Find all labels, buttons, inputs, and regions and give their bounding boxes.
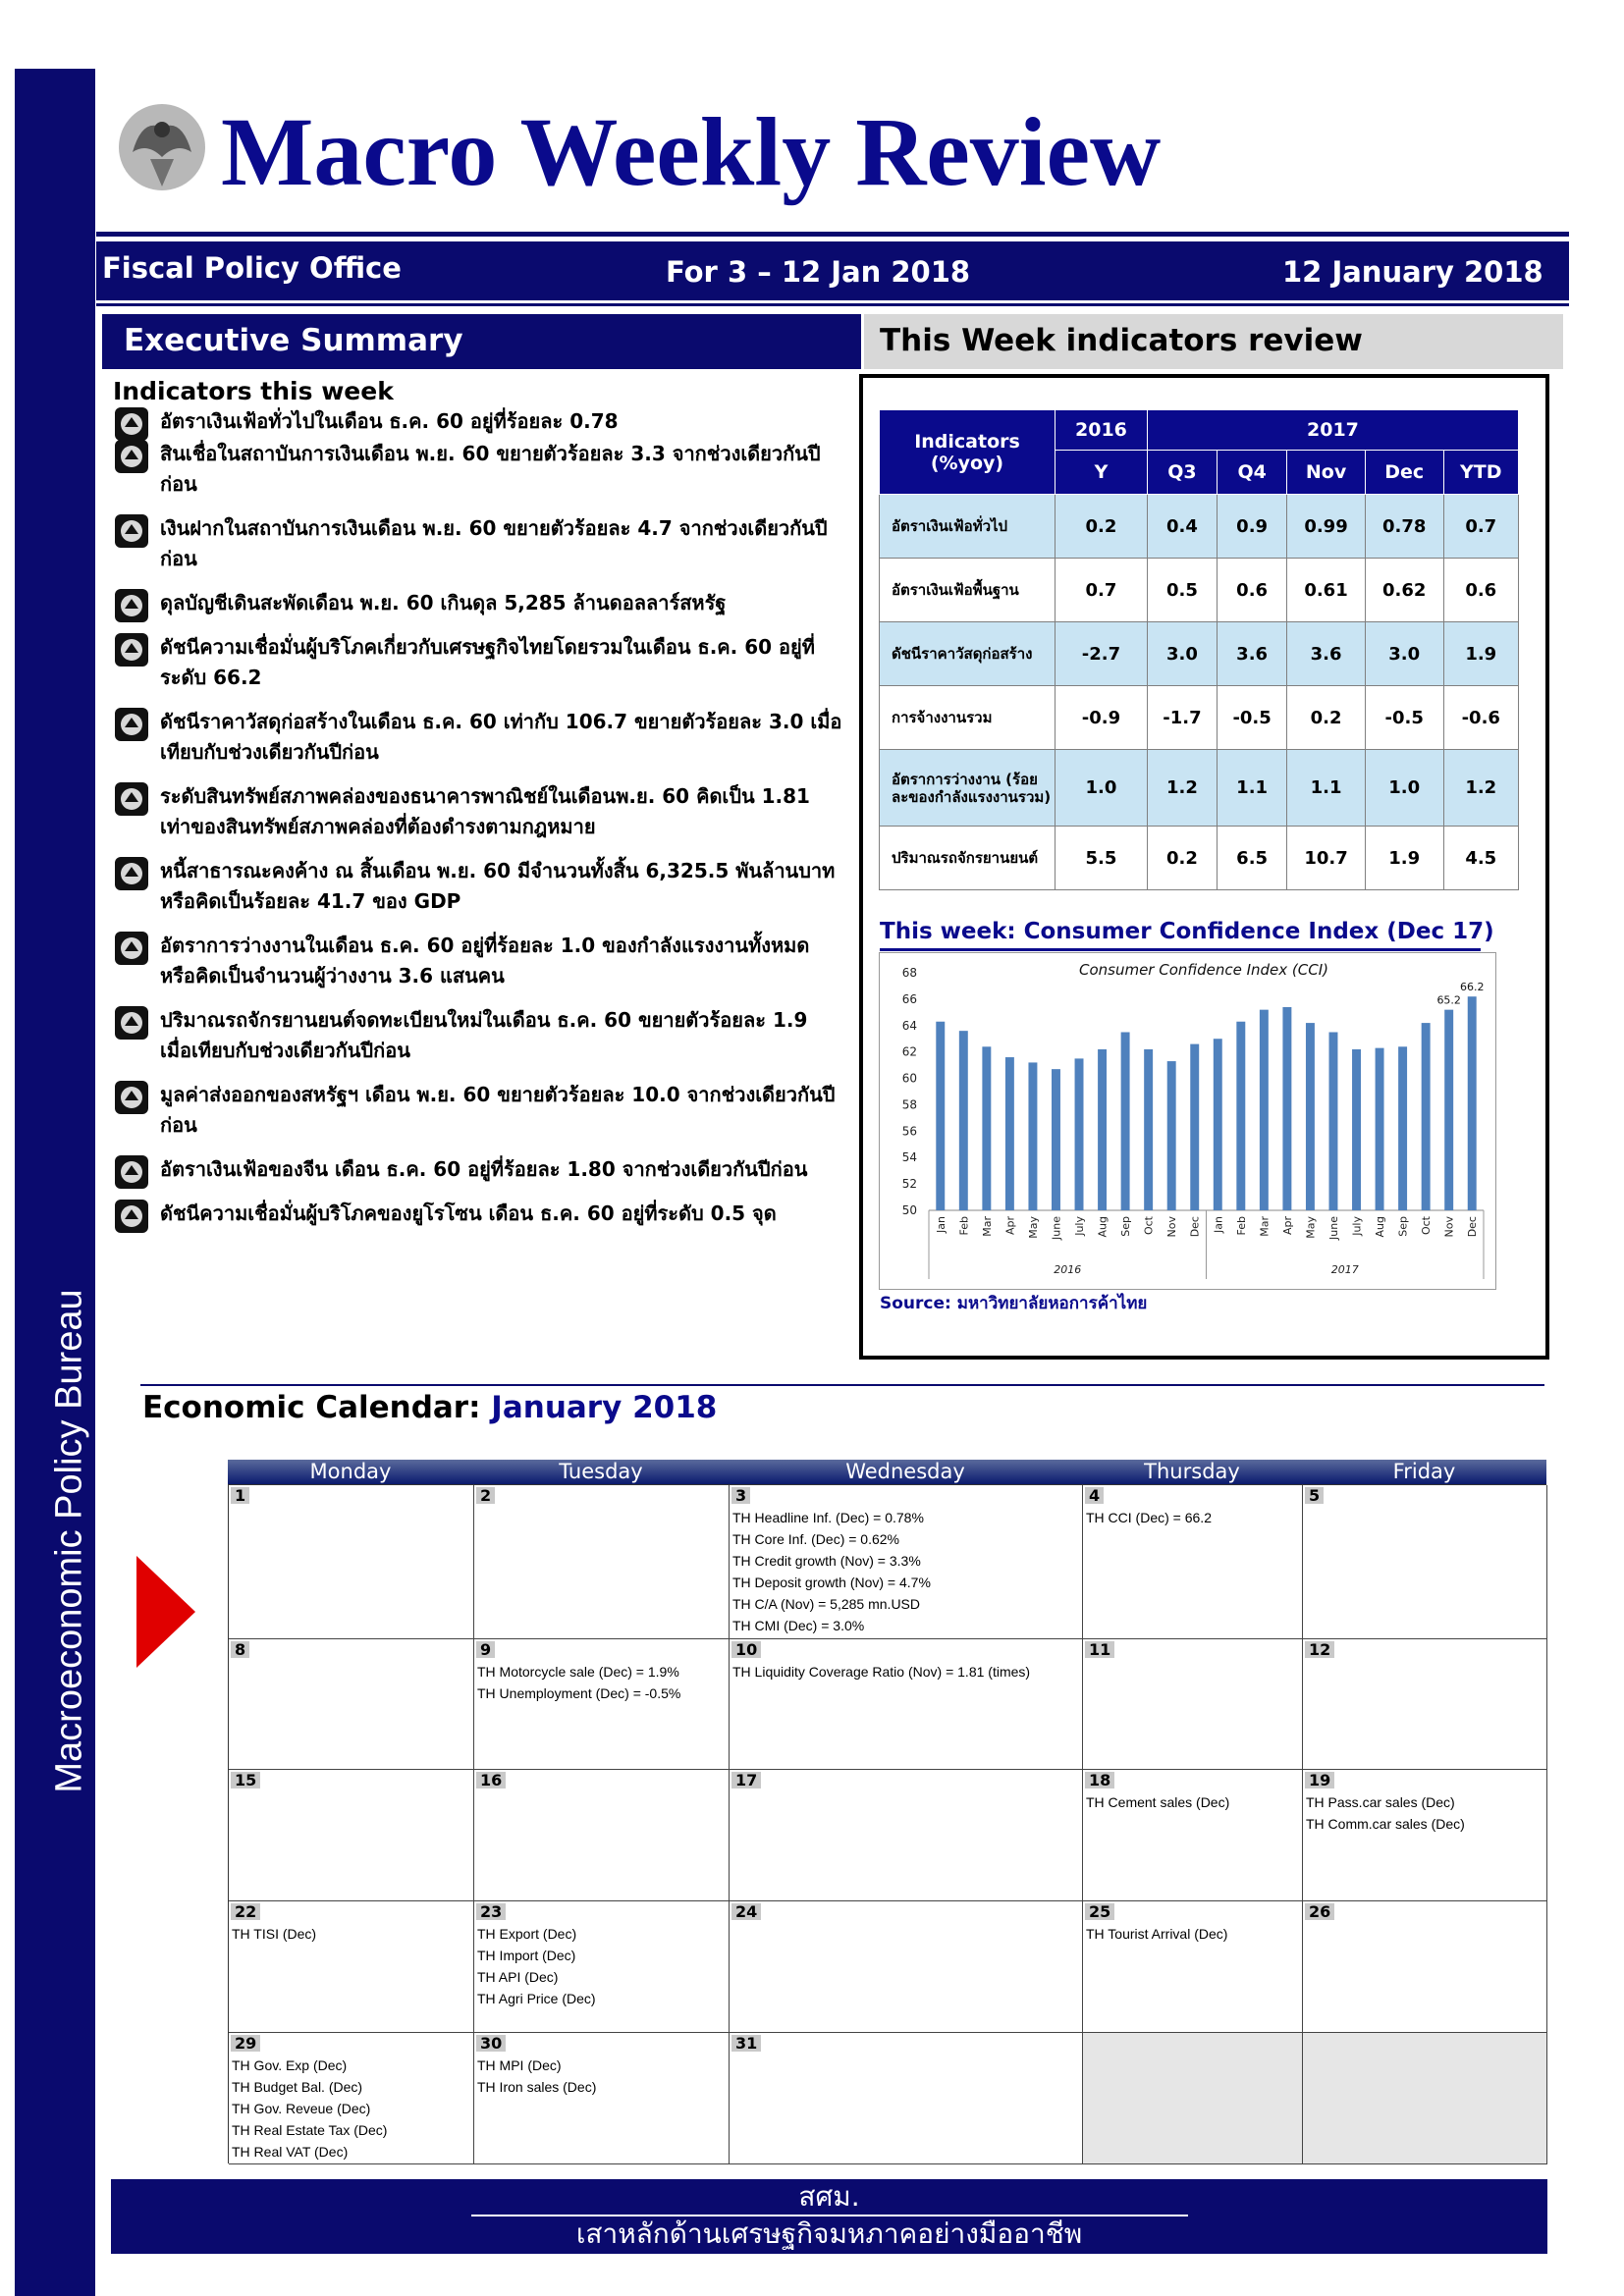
row-label: อัตราการว่างงาน (ร้อยละของกำลังแรงงานรวม) bbox=[880, 750, 1056, 827]
row-label: การจ้างงานรวม bbox=[880, 686, 1056, 750]
x-tick-label: Feb bbox=[957, 1216, 971, 1236]
cci-bar bbox=[1352, 1049, 1361, 1210]
table-cell: 0.7 bbox=[1056, 559, 1148, 622]
cci-bar bbox=[1190, 1044, 1199, 1210]
calendar-day-cell bbox=[1083, 2033, 1303, 2164]
row-label: ดัชนีราคาวัสดุก่อสร้าง bbox=[880, 622, 1056, 686]
calendar-day-cell bbox=[730, 2033, 1083, 2164]
event-list bbox=[1083, 1791, 1229, 1813]
table-cell: -0.9 bbox=[1056, 686, 1148, 750]
col-header: Dec bbox=[1365, 451, 1443, 495]
table-cell: -1.7 bbox=[1147, 686, 1217, 750]
y-tick-label: 68 bbox=[901, 966, 917, 980]
day-number: 19 bbox=[1305, 1772, 1334, 1789]
calendar-event: TH Agri Price (Dec) bbox=[477, 1991, 596, 2006]
office-name: Fiscal Policy Office bbox=[102, 251, 402, 285]
calendar-day-cell bbox=[1303, 1770, 1547, 1901]
indicator-item bbox=[113, 632, 844, 693]
indicator-text: ระดับสินทรัพย์สภาพคล่องของธนาคารพาณิชย์ในเดือนพ.ย. 60 คิดเป็น 1.81 เท่าของสินทรัพย์สภาพคล่องที่ต้องดำรงตามกฎหมาย bbox=[160, 784, 810, 838]
y-tick-label: 62 bbox=[901, 1044, 917, 1059]
day-number: 3 bbox=[731, 1487, 750, 1504]
up-arrow-bullet-icon bbox=[115, 708, 148, 741]
table-cell: 1.9 bbox=[1365, 827, 1443, 890]
x-tick-label: Nov bbox=[1165, 1216, 1179, 1238]
weekday-label: Monday bbox=[309, 1460, 392, 1483]
table-cell: 0.62 bbox=[1365, 559, 1443, 622]
page-title: Macro Weekly Review bbox=[221, 97, 1162, 206]
table-cell: 3.0 bbox=[1365, 622, 1443, 686]
calendar-day-cell bbox=[1083, 1485, 1303, 1639]
footer-line-1: สศม. bbox=[798, 2180, 860, 2213]
row-label: อัตราเงินเฟ้อพื้นฐาน bbox=[880, 559, 1056, 622]
calendar-event: TH MPI (Dec) bbox=[477, 2057, 562, 2073]
indicator-text: อัตราการว่างงานในเดือน ธ.ค. 60 อยู่ที่ร้อยละ 1.0 ของกำลังแรงงานทั้งหมด หรือคิดเป็นจำนวนผู้ว่างงาน 3.6 แสนคน bbox=[160, 934, 810, 988]
calendar-day-cell bbox=[474, 1770, 730, 1901]
calendar-day-cell bbox=[1083, 1770, 1303, 1901]
source-label: Source: bbox=[880, 1294, 951, 1313]
table-cell: 1.9 bbox=[1443, 622, 1518, 686]
indicator-text: อัตราเงินเฟ้อทั่วไปในเดือน ธ.ค. 60 อยู่ที่ร้อยละ 0.78 bbox=[160, 409, 619, 433]
indicator-item bbox=[113, 1005, 844, 1066]
up-arrow-bullet-icon bbox=[115, 407, 148, 441]
event-list bbox=[730, 1507, 931, 1636]
table-cell: 0.4 bbox=[1147, 495, 1217, 559]
calendar-day-cell bbox=[474, 1485, 730, 1639]
calendar-day-cell bbox=[229, 1485, 474, 1639]
indicator-item bbox=[113, 856, 844, 917]
indicator-text: หนี้สาธารณะคงค้าง ณ สิ้นเดือน พ.ย. 60 มีจำนวนทั้งสิ้น 6,325.5 พันล้านบาท หรือคิดเป็นร้อยละ 41.7 ของ GDP bbox=[160, 859, 836, 913]
indicator-item bbox=[113, 406, 844, 437]
calendar-event: TH Cement sales (Dec) bbox=[1086, 1794, 1230, 1810]
calendar-event: TH API (Dec) bbox=[477, 1969, 559, 1985]
calendar-event: TH Budget Bal. (Dec) bbox=[232, 2079, 363, 2095]
cci-bar bbox=[1214, 1039, 1222, 1210]
chart-source bbox=[880, 1290, 1147, 1316]
calendar-day-cell bbox=[229, 1639, 474, 1770]
calendar-rule bbox=[140, 1384, 1544, 1386]
up-arrow-bullet-icon bbox=[115, 633, 148, 667]
up-arrow-bullet-icon bbox=[115, 932, 148, 965]
cci-heading-rule bbox=[880, 948, 1481, 951]
calendar-day-cell bbox=[1083, 1901, 1303, 2033]
day-number: 30 bbox=[476, 2035, 506, 2052]
indicator-item bbox=[113, 931, 844, 991]
x-tick-label: Sep bbox=[1119, 1216, 1133, 1237]
x-tick-label: Dec bbox=[1188, 1216, 1202, 1238]
header-rule bbox=[96, 232, 1569, 237]
calendar-day-cell bbox=[730, 1639, 1083, 1770]
table-row bbox=[880, 750, 1519, 827]
day-number: 1 bbox=[231, 1487, 249, 1504]
report-period: For 3 – 12 Jan 2018 bbox=[666, 255, 971, 289]
calendar-event: TH Deposit growth (Nov) = 4.7% bbox=[732, 1575, 931, 1590]
chart-title: Consumer Confidence Index (CCI) bbox=[1078, 961, 1329, 979]
table-cell: 1.2 bbox=[1147, 750, 1217, 827]
executive-summary-label: Executive Summary bbox=[124, 323, 463, 358]
footer-line-2: เสาหลักด้านเศรษฐกิจมหภาคอย่างมืออาชีพ bbox=[575, 2217, 1083, 2250]
day-number: 12 bbox=[1305, 1641, 1334, 1658]
y-tick-label: 50 bbox=[901, 1203, 917, 1217]
weekday-label: Friday bbox=[1392, 1460, 1456, 1483]
calendar-event: TH Export (Dec) bbox=[477, 1926, 577, 1942]
x-tick-label: June bbox=[1326, 1216, 1340, 1240]
calendar-event: TH CMI (Dec) = 3.0% bbox=[732, 1618, 865, 1633]
x-tick-label: May bbox=[1026, 1216, 1040, 1239]
cci-bar bbox=[959, 1031, 968, 1210]
x-tick-label: Dec bbox=[1466, 1216, 1480, 1238]
calendar-day-cell bbox=[730, 1770, 1083, 1901]
cci-bar bbox=[1236, 1022, 1245, 1210]
up-arrow-bullet-icon bbox=[115, 589, 148, 622]
executive-summary-heading bbox=[102, 314, 861, 369]
cci-bar bbox=[1121, 1033, 1130, 1211]
calendar-day-cell bbox=[1303, 1639, 1547, 1770]
calendar-day-cell bbox=[730, 1901, 1083, 2033]
data-label: 66.2 bbox=[1459, 981, 1485, 994]
indicator-text: อัตราเงินเฟ้อของจีน เดือน ธ.ค. 60 อยู่ที่ร้อยละ 1.80 จากช่วงเดียวกันปีก่อน bbox=[160, 1157, 808, 1181]
indicators-list bbox=[113, 406, 844, 1243]
up-arrow-bullet-icon bbox=[115, 857, 148, 890]
calendar-heading: Economic Calendar: bbox=[142, 1390, 481, 1425]
table-cell: 1.0 bbox=[1365, 750, 1443, 827]
calendar-event: TH Headline Inf. (Dec) = 0.78% bbox=[732, 1510, 924, 1525]
y-tick-label: 56 bbox=[901, 1124, 917, 1139]
x-tick-label: Jan bbox=[934, 1216, 947, 1233]
cci-bar bbox=[982, 1046, 991, 1210]
indicator-item bbox=[113, 588, 844, 618]
report-date: 12 January 2018 bbox=[1282, 255, 1543, 289]
row-label: อัตราเงินเฟ้อทั่วไป bbox=[880, 495, 1056, 559]
y-tick-label: 64 bbox=[901, 1018, 917, 1033]
x-tick-label: Jan bbox=[1212, 1216, 1225, 1233]
table-row bbox=[880, 686, 1519, 750]
up-arrow-bullet-icon bbox=[115, 1200, 148, 1233]
week-review-heading bbox=[864, 314, 1563, 369]
indicator-item bbox=[113, 707, 844, 768]
up-arrow-bullet-icon bbox=[115, 440, 148, 473]
x-tick-label: May bbox=[1304, 1216, 1318, 1239]
year-2016-header: 2016 bbox=[1056, 410, 1148, 451]
table-cell: 0.5 bbox=[1147, 559, 1217, 622]
calendar-day-cell bbox=[229, 2033, 474, 2164]
calendar-event: TH TISI (Dec) bbox=[232, 1926, 317, 1942]
event-list bbox=[1083, 1923, 1227, 1945]
calendar-day-cell bbox=[474, 1639, 730, 1770]
table-cell: 0.6 bbox=[1443, 559, 1518, 622]
cci-bar bbox=[1005, 1057, 1014, 1210]
group-label: 2017 bbox=[1330, 1263, 1359, 1276]
table-row bbox=[880, 495, 1519, 559]
event-list bbox=[1303, 1791, 1465, 1835]
calendar-event: TH Iron sales (Dec) bbox=[477, 2079, 597, 2095]
cci-heading: This week: Consumer Confidence Index (Dec 17) bbox=[880, 919, 1494, 944]
day-number: 11 bbox=[1085, 1641, 1114, 1658]
table-cell: 1.0 bbox=[1056, 750, 1148, 827]
table-cell: 0.7 bbox=[1443, 495, 1518, 559]
garuda-logo-icon bbox=[113, 98, 211, 196]
x-tick-label: July bbox=[1073, 1216, 1087, 1236]
header-rule-bottom bbox=[96, 303, 1569, 306]
x-tick-label: July bbox=[1350, 1216, 1364, 1236]
indicator-text: ดัชนีราคาวัสดุก่อสร้างในเดือน ธ.ค. 60 เท่ากับ 106.7 ขยายตัวร้อยละ 3.0 เมื่อเทียบกับช่วงเดียวกันปีก่อน bbox=[160, 710, 842, 764]
up-arrow-bullet-icon bbox=[115, 1006, 148, 1040]
indicator-text: ดุลบัญชีเดินสะพัดเดือน พ.ย. 60 เกินดุล 5,285 ล้านดอลลาร์สหรัฐ bbox=[160, 591, 727, 614]
cci-bar bbox=[1098, 1049, 1107, 1210]
cci-bar bbox=[1260, 1010, 1269, 1210]
day-number: 29 bbox=[231, 2035, 260, 2052]
table-cell: 10.7 bbox=[1287, 827, 1366, 890]
cci-bar bbox=[1329, 1033, 1338, 1211]
table-cell: 3.6 bbox=[1218, 622, 1287, 686]
calendar-day-cell bbox=[229, 1901, 474, 2033]
calendar-day-cell bbox=[1303, 1485, 1547, 1639]
cci-bar bbox=[1468, 996, 1477, 1210]
event-list bbox=[474, 1923, 596, 2009]
weekday-label: Tuesday bbox=[559, 1460, 643, 1483]
day-number: 2 bbox=[476, 1487, 495, 1504]
data-label: 65.2 bbox=[1436, 993, 1461, 1007]
calendar-event: TH Gov. Exp (Dec) bbox=[232, 2057, 348, 2073]
table-cell: 0.78 bbox=[1365, 495, 1443, 559]
table-cell: 0.6 bbox=[1218, 559, 1287, 622]
table-row bbox=[880, 622, 1519, 686]
day-number: 17 bbox=[731, 1772, 761, 1789]
calendar-grid bbox=[228, 1484, 1546, 2163]
indicator-item bbox=[113, 1080, 844, 1141]
row-label: ปริมาณรถจักรยานยนต์ bbox=[880, 827, 1056, 890]
table-cell: -2.7 bbox=[1056, 622, 1148, 686]
day-number: 25 bbox=[1085, 1903, 1114, 1920]
table-row bbox=[880, 559, 1519, 622]
up-arrow-bullet-icon bbox=[115, 1081, 148, 1114]
y-tick-label: 52 bbox=[901, 1177, 917, 1192]
day-number: 24 bbox=[731, 1903, 761, 1920]
col-header: Nov bbox=[1287, 451, 1366, 495]
x-tick-label: June bbox=[1050, 1216, 1063, 1240]
table-cell: 5.5 bbox=[1056, 827, 1148, 890]
cci-bar bbox=[936, 1022, 945, 1210]
calendar-event: TH Pass.car sales (Dec) bbox=[1306, 1794, 1455, 1810]
cci-bar bbox=[1422, 1023, 1431, 1210]
indicator-text: มูลค่าส่งออกของสหรัฐฯ เดือน พ.ย. 60 ขยายตัวร้อยละ 10.0 จากช่วงเดียวกันปีก่อน bbox=[160, 1083, 836, 1137]
day-number: 8 bbox=[231, 1641, 249, 1658]
calendar-day-cell bbox=[1303, 1901, 1547, 2033]
calendar-event: TH Real VAT (Dec) bbox=[232, 2144, 349, 2160]
x-tick-label: Aug bbox=[1096, 1216, 1110, 1238]
x-tick-label: Oct bbox=[1142, 1216, 1156, 1236]
sidebar-label: Macroeconomic Policy Bureau bbox=[48, 1289, 90, 1793]
cci-bar bbox=[1028, 1062, 1037, 1210]
group-label: 2016 bbox=[1054, 1263, 1082, 1276]
cci-chart bbox=[880, 953, 1495, 1289]
table-cell: 1.1 bbox=[1218, 750, 1287, 827]
calendar-event: TH Motorcycle sale (Dec) = 1.9% bbox=[477, 1664, 679, 1680]
x-tick-label: Feb bbox=[1234, 1216, 1248, 1236]
table-cell: 1.1 bbox=[1287, 750, 1366, 827]
col-header: Y bbox=[1056, 451, 1148, 495]
y-tick-label: 58 bbox=[901, 1097, 917, 1112]
indicator-item bbox=[113, 439, 844, 500]
event-list bbox=[474, 1661, 680, 1704]
y-tick-label: 54 bbox=[901, 1150, 917, 1165]
footer-banner bbox=[111, 2179, 1547, 2254]
x-tick-label: Oct bbox=[1420, 1216, 1434, 1236]
indicator-text: เงินฝากในสถาบันการเงินเดือน พ.ย. 60 ขยายตัวร้อยละ 4.7 จากช่วงเดียวกันปีก่อน bbox=[160, 516, 828, 570]
event-list bbox=[229, 1923, 316, 1945]
red-arrow-icon bbox=[136, 1556, 195, 1668]
cci-chart-frame bbox=[879, 952, 1496, 1290]
day-number: 9 bbox=[476, 1641, 495, 1658]
event-list bbox=[730, 1661, 1030, 1682]
table-cell: -0.6 bbox=[1443, 686, 1518, 750]
indicator-item bbox=[113, 1199, 844, 1229]
calendar-day-cell bbox=[474, 1901, 730, 2033]
day-number: 4 bbox=[1085, 1487, 1104, 1504]
cci-bar bbox=[1075, 1058, 1084, 1210]
table-cell: 0.2 bbox=[1056, 495, 1148, 559]
y-tick-label: 66 bbox=[901, 991, 917, 1006]
calendar-event: TH Core Inf. (Dec) = 0.62% bbox=[732, 1531, 900, 1547]
cci-bar bbox=[1282, 1007, 1291, 1210]
indicator-item bbox=[113, 1154, 844, 1185]
day-number: 22 bbox=[231, 1903, 260, 1920]
indicators-table bbox=[879, 409, 1519, 890]
week-review-label: This Week indicators review bbox=[880, 323, 1363, 358]
calendar-weekday-header bbox=[228, 1460, 1546, 1484]
header-bar bbox=[96, 241, 1569, 300]
indicator-text: ดัชนีความเชื่อมั่นผู้บริโภคของยูโรโซน เดือน ธ.ค. 60 อยู่ที่ระดับ 0.5 จุด bbox=[160, 1201, 777, 1225]
cci-bar bbox=[1306, 1023, 1315, 1210]
weekday-label: Wednesday bbox=[845, 1460, 965, 1483]
table-cell: 0.2 bbox=[1287, 686, 1366, 750]
indicator-text: สินเชื่อในสถาบันการเงินเดือน พ.ย. 60 ขยายตัวร้อยละ 3.3 จากช่วงเดียวกันปีก่อน bbox=[160, 442, 821, 496]
weekday-label: Thursday bbox=[1144, 1460, 1240, 1483]
day-number: 18 bbox=[1085, 1772, 1114, 1789]
up-arrow-bullet-icon bbox=[115, 1155, 148, 1189]
day-number: 10 bbox=[731, 1641, 761, 1658]
table-cell: 3.0 bbox=[1147, 622, 1217, 686]
table-cell: 0.99 bbox=[1287, 495, 1366, 559]
cci-bar bbox=[1398, 1046, 1407, 1210]
day-number: 26 bbox=[1305, 1903, 1334, 1920]
day-number: 23 bbox=[476, 1903, 506, 1920]
calendar-day-cell bbox=[730, 1485, 1083, 1639]
table-cell: 3.6 bbox=[1287, 622, 1366, 686]
x-tick-label: Nov bbox=[1442, 1216, 1456, 1238]
x-tick-label: Sep bbox=[1396, 1216, 1410, 1237]
day-number: 31 bbox=[731, 2035, 761, 2052]
indicator-text: ดัชนีความเชื่อมั่นผู้บริโภคเกี่ยวกับเศรษฐกิจไทยโดยรวมในเดือน ธ.ค. 60 อยู่ที่ระดับ 66.2 bbox=[160, 635, 815, 689]
cci-bar bbox=[1052, 1069, 1060, 1210]
calendar-event: TH Credit growth (Nov) = 3.3% bbox=[732, 1553, 921, 1569]
table-corner-header: Indicators (%yoy) bbox=[880, 410, 1056, 495]
source-text: มหาวิทยาลัยหอการค้าไทย bbox=[956, 1294, 1148, 1313]
x-tick-label: Apr bbox=[1280, 1216, 1294, 1236]
table-cell: 0.2 bbox=[1147, 827, 1217, 890]
col-header: Q4 bbox=[1218, 451, 1287, 495]
day-number: 15 bbox=[231, 1772, 260, 1789]
calendar-title bbox=[142, 1390, 717, 1425]
up-arrow-bullet-icon bbox=[115, 514, 148, 548]
cci-bar bbox=[1376, 1048, 1384, 1210]
calendar-event: TH Liquidity Coverage Ratio (Nov) = 1.81 (times) bbox=[732, 1664, 1031, 1680]
indicator-text: ปริมาณรถจักรยานยนต์จดทะเบียนใหม่ในเดือน ธ.ค. 60 ขยายตัวร้อยละ 1.9 เมื่อเทียบกับช่วงเดียวกันปีก่อน bbox=[160, 1008, 808, 1062]
x-tick-label: Mar bbox=[1258, 1216, 1272, 1237]
event-list bbox=[1083, 1507, 1212, 1528]
table-cell: 4.5 bbox=[1443, 827, 1518, 890]
cci-bar bbox=[1444, 1010, 1453, 1210]
calendar-event: TH C/A (Nov) = 5,285 mn.USD bbox=[732, 1596, 921, 1612]
calendar-event: TH Import (Dec) bbox=[477, 1948, 576, 1963]
day-number: 16 bbox=[476, 1772, 506, 1789]
table-cell: -0.5 bbox=[1218, 686, 1287, 750]
event-list bbox=[229, 2055, 387, 2163]
calendar-month: January 2018 bbox=[491, 1390, 718, 1425]
table-cell: 0.61 bbox=[1287, 559, 1366, 622]
table-row bbox=[880, 827, 1519, 890]
col-header: YTD bbox=[1443, 451, 1518, 495]
calendar-event: TH Tourist Arrival (Dec) bbox=[1086, 1926, 1228, 1942]
y-tick-label: 60 bbox=[901, 1071, 917, 1086]
calendar-day-cell bbox=[1083, 1639, 1303, 1770]
indicator-item bbox=[113, 781, 844, 842]
indicator-item bbox=[113, 513, 844, 574]
calendar-event: TH Real Estate Tax (Dec) bbox=[232, 2122, 388, 2138]
calendar-day-cell bbox=[474, 2033, 730, 2164]
table-cell: 1.2 bbox=[1443, 750, 1518, 827]
cci-bar bbox=[1144, 1049, 1153, 1210]
event-list bbox=[474, 2055, 596, 2098]
cci-bar bbox=[1167, 1061, 1176, 1210]
indicators-title: Indicators this week bbox=[113, 377, 394, 405]
x-tick-label: Mar bbox=[980, 1216, 994, 1237]
calendar-day-cell bbox=[229, 1770, 474, 1901]
year-2017-header: 2017 bbox=[1147, 410, 1518, 451]
calendar-event: TH CCI (Dec) = 66.2 bbox=[1086, 1510, 1212, 1525]
table-cell: 0.9 bbox=[1218, 495, 1287, 559]
calendar-event: TH Gov. Reveue (Dec) bbox=[232, 2101, 371, 2116]
table-cell: 6.5 bbox=[1218, 827, 1287, 890]
col-header: Q3 bbox=[1147, 451, 1217, 495]
x-tick-label: Aug bbox=[1374, 1216, 1387, 1238]
day-number: 5 bbox=[1305, 1487, 1324, 1504]
calendar-event: TH Comm.car sales (Dec) bbox=[1306, 1816, 1465, 1832]
table-cell: -0.5 bbox=[1365, 686, 1443, 750]
left-sidebar bbox=[15, 69, 95, 2296]
x-tick-label: Apr bbox=[1003, 1216, 1017, 1236]
up-arrow-bullet-icon bbox=[115, 782, 148, 816]
calendar-event: TH Unemployment (Dec) = -0.5% bbox=[477, 1685, 681, 1701]
calendar-day-cell bbox=[1303, 2033, 1547, 2164]
